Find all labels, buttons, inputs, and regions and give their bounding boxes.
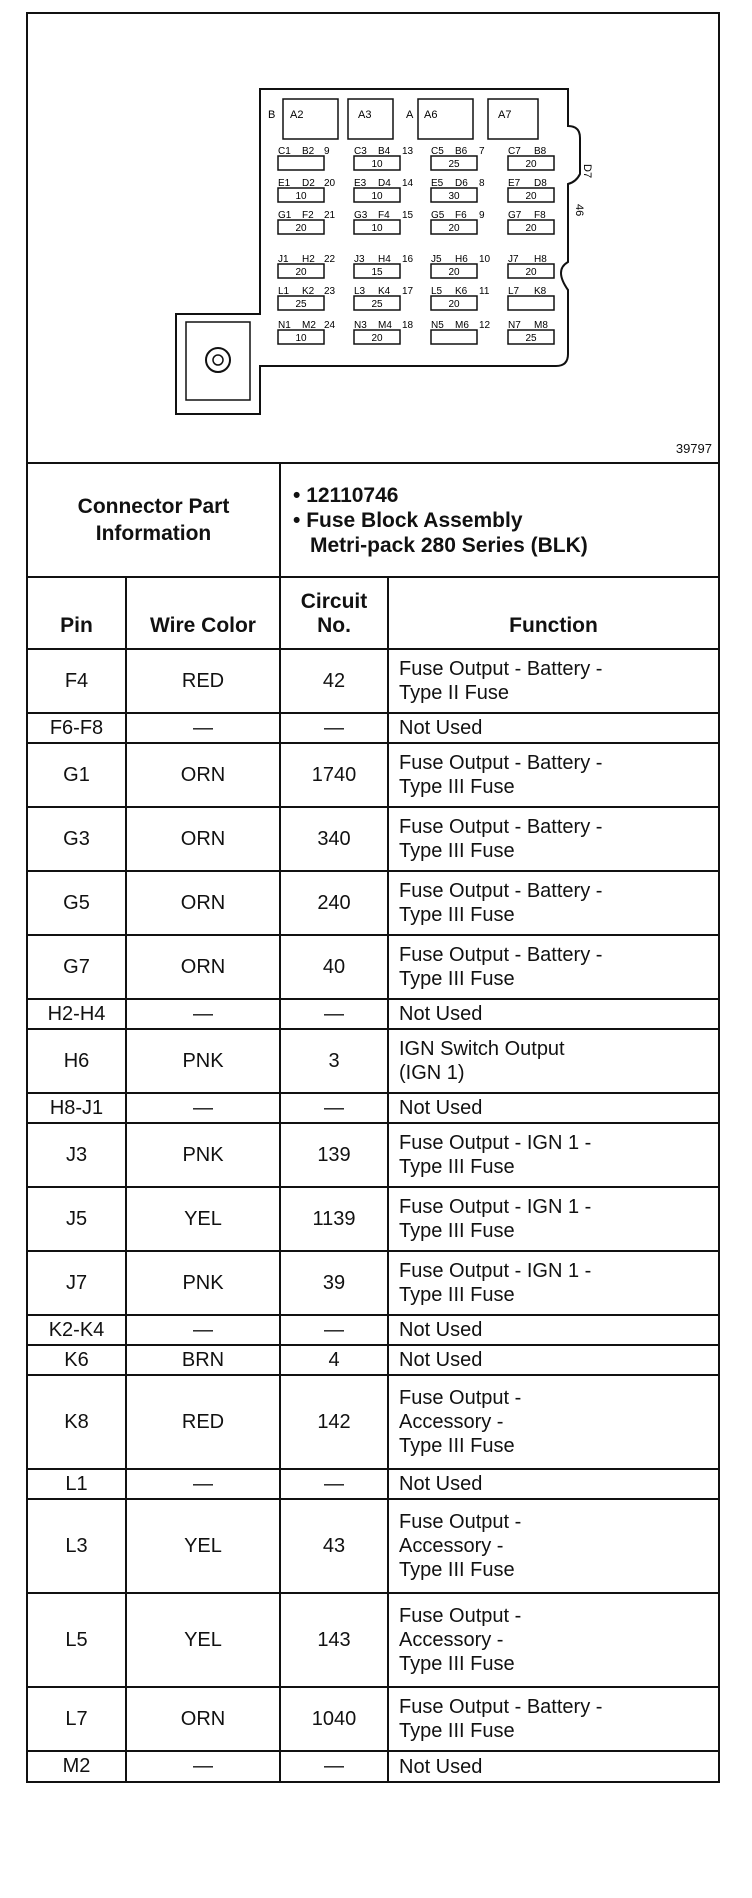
table-row <box>28 1093 718 1123</box>
function-line: Type III Fuse <box>399 1156 515 1178</box>
function-line: Fuse Output - Battery - <box>399 658 603 680</box>
function-line: Not Used <box>399 1097 483 1119</box>
function-line: IGN Switch Output <box>399 1038 565 1060</box>
pin-cell: J5 <box>28 1187 126 1251</box>
function-line: Fuse Output - IGN 1 - <box>399 1260 592 1282</box>
function-line: Fuse Output - IGN 1 - <box>399 1132 592 1154</box>
circuit-cell: — <box>280 1751 388 1781</box>
circuit-cell: 1740 <box>280 743 388 807</box>
pin-cell: J7 <box>28 1251 126 1315</box>
cavity-label: B2 <box>302 146 315 157</box>
function-line: Type III Fuse <box>399 1720 515 1742</box>
cavity-label: 17 <box>402 286 414 297</box>
wire-color-cell: — <box>126 1751 280 1781</box>
connector-info-details: • 12110746 • Fuse Block Assembly Metri-pack 280 Series (BLK) <box>280 464 718 576</box>
pin-cell: L1 <box>28 1469 126 1499</box>
cavity-label: D4 <box>378 178 391 189</box>
function-line: Type III Fuse <box>399 776 515 798</box>
table-row <box>28 871 718 935</box>
cavity-label: N7 <box>508 320 521 331</box>
bolt-center-icon <box>213 355 223 365</box>
pin-cell: K6 <box>28 1345 126 1375</box>
wire-color-cell: ORN <box>126 1687 280 1751</box>
fuse-rating: 10 <box>371 191 383 202</box>
cavity-label: 12 <box>479 320 491 331</box>
circuit-cell: 1040 <box>280 1687 388 1751</box>
table-row <box>28 713 718 743</box>
pin-cell: G7 <box>28 935 126 999</box>
cavity-label: G7 <box>508 210 522 221</box>
cavity-label: D2 <box>302 178 315 189</box>
fuse-rating: 25 <box>295 299 307 310</box>
cavity-label: M8 <box>534 320 548 331</box>
fuse-rating: 20 <box>448 299 460 310</box>
description-line1: Fuse Block Assembly <box>306 508 523 532</box>
cavity-label: M2 <box>302 320 316 331</box>
wire-color-cell: — <box>126 1315 280 1345</box>
function-line: Not Used <box>399 1003 483 1025</box>
cavity-label: L7 <box>508 286 520 297</box>
cavity-label: E5 <box>431 178 444 189</box>
cavity-label: F8 <box>534 210 546 221</box>
fuse-rating: 10 <box>295 191 307 202</box>
cavity-label: 10 <box>479 254 491 265</box>
function-line: Type III Fuse <box>399 1220 515 1242</box>
cavity-label: L1 <box>278 286 290 297</box>
connector-info-table <box>28 464 718 576</box>
function-line: Fuse Output - IGN 1 - <box>399 1196 592 1218</box>
circuit-cell: 139 <box>280 1123 388 1187</box>
table-row <box>28 1029 718 1093</box>
fuse-slot <box>508 296 554 310</box>
cavity-label: E1 <box>278 178 291 189</box>
table-row <box>28 1123 718 1187</box>
function-line: Not Used <box>399 1755 483 1778</box>
cavity-label: 14 <box>402 178 414 189</box>
pin-cell: F4 <box>28 649 126 713</box>
cavity-label: 9 <box>324 146 330 157</box>
part-number: 12110746 <box>306 483 399 507</box>
function-line: Not Used <box>399 1473 483 1495</box>
function-line: Fuse Output - <box>399 1387 522 1409</box>
table-row <box>28 1251 718 1315</box>
connector-sheet <box>26 12 720 1783</box>
col-header-wire-color: Wire Color <box>126 577 280 649</box>
function-cell <box>388 743 718 807</box>
fuse-rating: 25 <box>525 333 537 344</box>
cavity-label: C7 <box>508 146 521 157</box>
fuse-rating: 20 <box>295 267 307 278</box>
function-line: Fuse Output - Battery - <box>399 880 603 902</box>
cavity-label: 21 <box>324 210 336 221</box>
fuse-slot <box>431 330 477 344</box>
wire-color-cell: — <box>126 713 280 743</box>
wire-color-cell: ORN <box>126 871 280 935</box>
cavity-label: A7 <box>498 109 512 121</box>
fuse-rating: 10 <box>371 223 383 234</box>
table-row <box>28 1187 718 1251</box>
pin-cell: K2-K4 <box>28 1315 126 1345</box>
circuit-cell: 43 <box>280 1499 388 1593</box>
fuse-rating: 20 <box>525 267 537 278</box>
cavity-label: N5 <box>431 320 444 331</box>
cavity-label: D6 <box>455 178 468 189</box>
cavity-label: K2 <box>302 286 315 297</box>
pin-cell: G5 <box>28 871 126 935</box>
cavity-label: 9 <box>479 210 485 221</box>
cavity-label: F6 <box>455 210 467 221</box>
table-row <box>28 649 718 713</box>
cavity-label: J5 <box>431 254 442 265</box>
col-header-circuit: Circuit No. <box>280 577 388 649</box>
function-line: Type III Fuse <box>399 1559 515 1581</box>
fuse-rating: 20 <box>525 223 537 234</box>
cavity-label: C1 <box>278 146 291 157</box>
housing-outline <box>176 89 580 414</box>
table-row <box>28 1469 718 1499</box>
function-cell <box>388 999 718 1029</box>
pin-cell: G1 <box>28 743 126 807</box>
circuit-cell: 340 <box>280 807 388 871</box>
wire-color-cell: PNK <box>126 1123 280 1187</box>
function-cell <box>388 1123 718 1187</box>
cavity-label: A6 <box>424 109 438 121</box>
cavity-label: E7 <box>508 178 521 189</box>
wire-color-cell: YEL <box>126 1499 280 1593</box>
circuit-cell: 143 <box>280 1593 388 1687</box>
fuse-rating: 15 <box>371 267 383 278</box>
pin-cell: K8 <box>28 1375 126 1469</box>
wire-color-cell: — <box>126 999 280 1029</box>
function-line: Not Used <box>399 1349 483 1371</box>
fuse-rating: 25 <box>371 299 383 310</box>
table-row <box>28 1687 718 1751</box>
pin-table <box>28 576 718 1781</box>
cavity-label: H2 <box>302 254 315 265</box>
function-cell <box>388 1029 718 1093</box>
wire-color-cell: — <box>126 1093 280 1123</box>
fuse-rating: 10 <box>371 159 383 170</box>
wire-color-cell: RED <box>126 1375 280 1469</box>
circuit-cell: 1139 <box>280 1187 388 1251</box>
circuit-cell: — <box>280 1315 388 1345</box>
cavity-label: K8 <box>534 286 547 297</box>
fuse-rating: 20 <box>371 333 383 344</box>
fuse-rating: 25 <box>448 159 460 170</box>
cavity-label: 7 <box>479 146 485 157</box>
pin-cell: L5 <box>28 1593 126 1687</box>
pin-cell: F6-F8 <box>28 713 126 743</box>
cavity-label: F4 <box>378 210 390 221</box>
function-line: Not Used <box>399 717 483 739</box>
circuit-cell: — <box>280 1469 388 1499</box>
cavity-label: H4 <box>378 254 391 265</box>
pin-cell: H8-J1 <box>28 1093 126 1123</box>
table-row <box>28 935 718 999</box>
cavity-label: 15 <box>402 210 414 221</box>
wire-color-cell: — <box>126 1469 280 1499</box>
cavity-label: J7 <box>508 254 519 265</box>
table-row <box>28 1345 718 1375</box>
pin-cell: M2 <box>28 1751 126 1781</box>
cavity-label: G3 <box>354 210 368 221</box>
wire-color-cell: YEL <box>126 1187 280 1251</box>
wire-color-cell: YEL <box>126 1593 280 1687</box>
cavity-label: K6 <box>455 286 468 297</box>
function-line: Accessory - <box>399 1629 504 1651</box>
circuit-cell: 4 <box>280 1345 388 1375</box>
cavity-label: A3 <box>358 109 372 121</box>
wire-color-cell: ORN <box>126 743 280 807</box>
function-line: Fuse Output - <box>399 1511 522 1533</box>
cavity-label: A <box>406 109 414 121</box>
figure-number: 39797 <box>675 441 712 456</box>
function-line: Accessory - <box>399 1535 504 1557</box>
function-line: (IGN 1) <box>399 1062 465 1084</box>
cavity-label: 24 <box>324 320 336 331</box>
fuse-rating: 20 <box>295 223 307 234</box>
function-line: Type III Fuse <box>399 968 515 990</box>
fuse-rating: 20 <box>448 267 460 278</box>
function-cell <box>388 1187 718 1251</box>
pin-cell: L7 <box>28 1687 126 1751</box>
pin-cell: H2-H4 <box>28 999 126 1029</box>
cavity-label: C5 <box>431 146 444 157</box>
circuit-cell: 39 <box>280 1251 388 1315</box>
cavity-label: J3 <box>354 254 365 265</box>
cavity-label: H8 <box>534 254 547 265</box>
function-cell <box>388 871 718 935</box>
cavity-label: B6 <box>455 146 468 157</box>
side-label: 46 <box>573 204 585 217</box>
cavity-label: G1 <box>278 210 292 221</box>
cavity-label: 13 <box>402 146 414 157</box>
function-cell <box>388 1751 718 1781</box>
function-cell <box>388 935 718 999</box>
function-cell <box>388 807 718 871</box>
function-cell <box>388 1315 718 1345</box>
cavity-label: 16 <box>402 254 414 265</box>
cavity-label: 8 <box>479 178 485 189</box>
cavity-label: G5 <box>431 210 445 221</box>
wire-color-cell: PNK <box>126 1029 280 1093</box>
function-cell <box>388 1375 718 1469</box>
function-cell <box>388 1687 718 1751</box>
function-cell <box>388 1469 718 1499</box>
cavity-label: 23 <box>324 286 336 297</box>
circuit-cell: — <box>280 999 388 1029</box>
description-line2: Metri-pack 280 Series (BLK) <box>310 533 588 557</box>
fuse-block-drawing <box>28 14 718 460</box>
fuse-slot <box>278 156 324 170</box>
function-line: Not Used <box>399 1319 483 1341</box>
side-label: D7 <box>581 164 593 179</box>
table-row <box>28 1593 718 1687</box>
fuse-block-diagram <box>28 14 718 464</box>
function-line: Type II Fuse <box>399 682 510 704</box>
cavity-label: L5 <box>431 286 443 297</box>
cavity-label: B4 <box>378 146 391 157</box>
cavity-label: J1 <box>278 254 289 265</box>
cavity-label: 20 <box>324 178 336 189</box>
function-line: Fuse Output - Battery - <box>399 944 603 966</box>
table-row <box>28 1315 718 1345</box>
circuit-cell: 142 <box>280 1375 388 1469</box>
cavity-label: L3 <box>354 286 366 297</box>
cavity-label: B8 <box>534 146 547 157</box>
pin-cell: H6 <box>28 1029 126 1093</box>
cavity-label: M4 <box>378 320 392 331</box>
function-cell <box>388 1499 718 1593</box>
function-line: Type III Fuse <box>399 1653 515 1675</box>
wire-color-cell: RED <box>126 649 280 713</box>
table-row <box>28 1375 718 1469</box>
cavity-label: C3 <box>354 146 367 157</box>
cavity-label: H6 <box>455 254 468 265</box>
cavity-label: M6 <box>455 320 469 331</box>
circuit-cell: 240 <box>280 871 388 935</box>
function-line: Type III Fuse <box>399 1435 515 1457</box>
cavity-label: K4 <box>378 286 391 297</box>
pin-cell: L3 <box>28 1499 126 1593</box>
bolt-icon <box>206 348 230 372</box>
circuit-cell: — <box>280 713 388 743</box>
function-line: Type III Fuse <box>399 840 515 862</box>
circuit-cell: — <box>280 1093 388 1123</box>
cavity-label: D8 <box>534 178 547 189</box>
table-row <box>28 743 718 807</box>
fuse-rating: 10 <box>295 333 307 344</box>
function-line: Fuse Output - Battery - <box>399 752 603 774</box>
connector-info-heading: Connector Part Information <box>28 464 280 576</box>
function-cell <box>388 713 718 743</box>
function-line: Fuse Output - <box>399 1605 522 1627</box>
function-line: Accessory - <box>399 1411 504 1433</box>
pin-cell: J3 <box>28 1123 126 1187</box>
circuit-cell: 3 <box>280 1029 388 1093</box>
table-row <box>28 999 718 1029</box>
cavity-label: F2 <box>302 210 314 221</box>
cavity-label: 22 <box>324 254 336 265</box>
wire-color-cell: ORN <box>126 807 280 871</box>
function-cell <box>388 1345 718 1375</box>
fuse-rating: 20 <box>525 191 537 202</box>
function-cell <box>388 1593 718 1687</box>
function-line: Fuse Output - Battery - <box>399 1696 603 1718</box>
function-cell <box>388 1093 718 1123</box>
table-row <box>28 1499 718 1593</box>
table-row <box>28 807 718 871</box>
cavity-label: N1 <box>278 320 291 331</box>
bolt-bracket <box>186 322 250 400</box>
cavity-label: 11 <box>479 286 490 297</box>
table-row <box>28 1751 718 1781</box>
fuse-rating: 30 <box>448 191 460 202</box>
circuit-cell: 42 <box>280 649 388 713</box>
function-line: Type III Fuse <box>399 1284 515 1306</box>
wire-color-cell: BRN <box>126 1345 280 1375</box>
function-line: Type III Fuse <box>399 904 515 926</box>
circuit-cell: 40 <box>280 935 388 999</box>
col-header-function: Function <box>388 577 718 649</box>
function-cell <box>388 1251 718 1315</box>
cavity-label: N3 <box>354 320 367 331</box>
function-line: Fuse Output - Battery - <box>399 816 603 838</box>
wire-color-cell: ORN <box>126 935 280 999</box>
fuse-rating: 20 <box>525 159 537 170</box>
cavity-label: 18 <box>402 320 414 331</box>
fuse-rating: 20 <box>448 223 460 234</box>
cavity-label: B <box>268 109 276 121</box>
col-header-pin: Pin <box>28 577 126 649</box>
cavity-label: A2 <box>290 109 304 121</box>
pin-cell: G3 <box>28 807 126 871</box>
relay-socket <box>488 99 538 139</box>
cavity-label: E3 <box>354 178 367 189</box>
function-cell <box>388 649 718 713</box>
wire-color-cell: PNK <box>126 1251 280 1315</box>
